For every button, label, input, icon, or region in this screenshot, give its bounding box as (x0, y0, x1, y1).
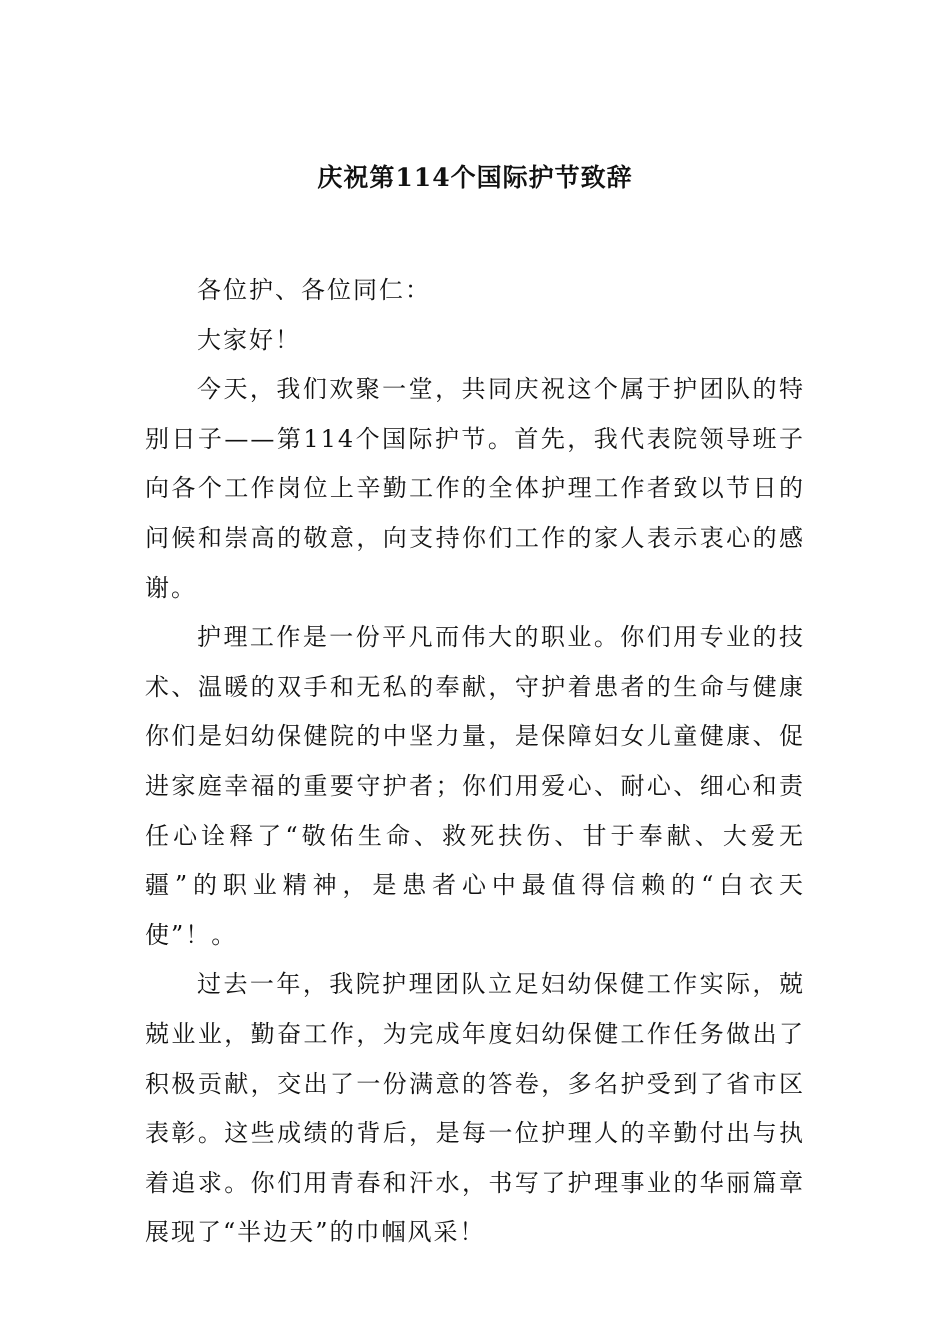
paragraph-3: 过去一年，我院护理团队立足妇幼保健工作实际，兢兢业业，勤奋工作，为完成年度妇幼保健工作任务做出了积极贡献，交出了一份满意的答卷，多名护受到了省市区表彰。这些成绩的背后，是每一位护理人的辛勤付出与执着追求。你们用青春和汗水，书写了护理事业的华丽篇章展现了“半边天”的巾帼风采！ (145, 970, 805, 1247)
salutation-line: 大家好！ (197, 325, 301, 354)
document-body (145, 266, 805, 1258)
paragraph-2: 护理工作是一份平凡而伟大的职业。你们用专业的技术、温暖的双手和无私的奉献，守护着患者的生命与健康你们是妇幼保健院的中坚力量，是保障妇女儿童健康、促进家庭幸福的重要守护者；你们用爱心、耐心、细心和责任心诠释了“敬佑生命、救死扶伤、甘于奉献、大爱无疆”的职业精神，是患者心中最值得信赖的“白衣天使”！。 (145, 623, 805, 949)
paragraph-1: 今天，我们欢聚一堂，共同庆祝这个属于护团队的特别日子——第114个国际护节。首先，我代表院领导班子向各个工作岗位上辛勤工作的全体护理工作者致以节日的问候和崇高的敬意，向支持你们工作的家人表示衷心的感谢。 (145, 375, 805, 602)
document-title: 庆祝第114个国际护节致辞 (317, 163, 633, 192)
greeting-line: 各位护、各位同仁： (197, 276, 431, 304)
